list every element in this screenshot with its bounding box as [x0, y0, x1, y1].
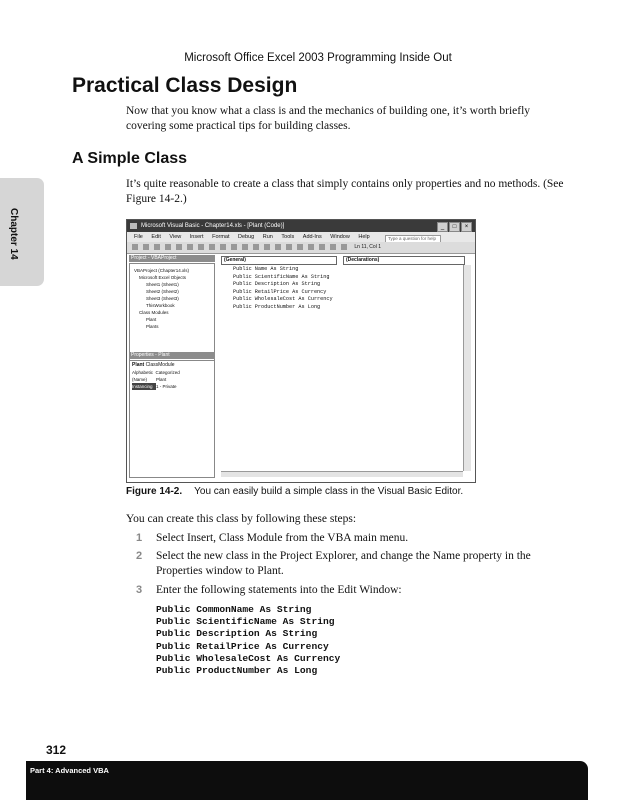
toolbar-icon: [143, 244, 149, 250]
section-title: Practical Class Design: [72, 74, 298, 97]
property-name: (Name): [132, 377, 148, 382]
code-line: Public RetailPrice As Currency: [233, 288, 327, 295]
toolbar-icon: [176, 244, 182, 250]
chapter-tab-label: Chapter 14: [8, 208, 19, 260]
step-number: 3: [136, 584, 143, 596]
step-text: Select Insert, Class Module from the VBA main menu.: [156, 532, 409, 544]
step-text: Enter the following statements into the Edit Window:: [156, 584, 402, 596]
properties-object-row: [130, 361, 214, 369]
toolbar-icon: [308, 244, 314, 250]
properties-object: Plant: [132, 362, 145, 368]
menu-help: Help: [358, 234, 370, 240]
code-line: Public Name As String: [233, 266, 299, 272]
toolbar-icon: [330, 244, 336, 250]
vbe-window-title: Microsoft Visual Basic - Chapter14.xls - [Plant (Code)]: [141, 223, 285, 229]
tree-node: Plant: [146, 317, 157, 322]
project-tree: [130, 264, 214, 330]
object-dropdown: (General): [221, 256, 337, 265]
tree-node: Microsoft Excel Objects: [139, 275, 187, 280]
code-block-line: Public CommonName As String: [156, 604, 312, 615]
project-explorer: [129, 263, 215, 365]
properties-tabs: [130, 369, 214, 376]
toolbar-icon: [319, 244, 325, 250]
code-window: [233, 266, 333, 311]
page-number: 312: [46, 743, 67, 757]
toolbar-icon: [264, 244, 270, 250]
tree-node: ThisWorkbook: [146, 303, 175, 308]
code-block-line: Public WholesaleCost As Currency: [156, 652, 341, 664]
menu-addins: Add-Ins: [302, 234, 322, 240]
menu-tools: Tools: [281, 234, 295, 240]
properties-row: [130, 383, 214, 390]
tree-node: Plants: [146, 324, 159, 329]
step-number: 2: [136, 550, 143, 562]
toolbar-icon: [220, 244, 226, 250]
menu-window: Window: [330, 234, 350, 240]
toolbar-icon: [275, 244, 281, 250]
caption-text: You can easily build a simple class in the Visual Basic Editor.: [194, 486, 464, 497]
toolbar-icon: [286, 244, 292, 250]
property-value: 1 - Private: [156, 384, 177, 389]
chapter-tab: [0, 178, 44, 286]
paragraph-2: It’s quite reasonable to create a class that simply contains only properties and no methods. (See Figure 14-2.): [126, 178, 564, 205]
menu-format: Format: [212, 234, 230, 240]
vbe-app-icon: [130, 223, 137, 229]
help-search-box: Type a question for help: [385, 235, 441, 243]
code-line: Public ProductNumber As Long: [233, 303, 321, 310]
code-block-line: Public Description As String: [156, 628, 318, 640]
toolbar-icon: [132, 244, 138, 250]
tree-node: Sheet3 (Sheet3): [146, 296, 179, 301]
tree-node: Sheet2 (Sheet2): [146, 289, 179, 294]
toolbar-icon: [198, 244, 204, 250]
menu-file: File: [134, 234, 143, 240]
code-line: Public ScientificName As String: [233, 273, 330, 280]
code-block: [156, 604, 340, 677]
maximize-icon: □: [449, 222, 460, 232]
properties-type: ClassModule: [145, 362, 175, 368]
toolbar-icon: [242, 244, 248, 250]
toolbar-icon: [154, 244, 160, 250]
properties-row: [130, 376, 214, 383]
menu-view: View: [169, 234, 182, 240]
tree-node: Sheet1 (Sheet1): [146, 282, 179, 287]
code-block-line: Public RetailPrice As Currency: [156, 640, 329, 652]
menu-debug: Debug: [238, 234, 255, 240]
cursor-position: Ln 11, Col 1: [354, 244, 381, 250]
footer-text: Part 4: Advanced VBA: [30, 766, 109, 775]
code-block-line: Public ProductNumber As Long: [156, 665, 318, 677]
procedure-dropdown: (Declarations): [343, 256, 465, 265]
step-text: Select the new class in the Project Explorer, and change the Name property in the Properties window to Plant.: [156, 550, 531, 577]
intro-paragraph: Now that you know what a class is and the mechanics of building one, it’s worth briefly covering some practical tips for building classes.: [126, 105, 531, 132]
properties-window: [129, 360, 215, 478]
running-head: Microsoft Office Excel 2003 Programming Inside Out: [184, 52, 452, 64]
tab-alphabetic: Alphabetic: [132, 370, 154, 375]
footer-bar: [26, 761, 588, 800]
property-name: Instancing: [132, 383, 156, 390]
figure-caption: [126, 486, 463, 497]
code-line: Public Description As String: [233, 281, 321, 287]
vbe-screenshot: [126, 219, 476, 483]
tab-categorized: Categorized: [155, 370, 180, 375]
property-value: Plant: [156, 377, 167, 382]
caption-label: Figure 14-2.: [126, 486, 183, 497]
toolbar-icon: [297, 244, 303, 250]
menu-edit: Edit: [151, 234, 161, 240]
project-pane-title: Project - VBAProject: [129, 255, 215, 262]
vbe-titlebar: [127, 220, 475, 232]
code-block-line: Public ScientificName As String: [156, 616, 335, 628]
toolbar-icon: [253, 244, 259, 250]
toolbar-icon: [341, 244, 347, 250]
code-line: Public WholesaleCost As Currency: [233, 296, 333, 302]
menu-run: Run: [262, 234, 273, 240]
properties-pane-title: Properties - Plant: [129, 352, 215, 359]
close-icon: ×: [461, 222, 472, 232]
paragraph-3: You can create this class by following these steps:: [126, 513, 357, 525]
toolbar-icon: [165, 244, 171, 250]
toolbar-icon: [209, 244, 215, 250]
minimize-icon: _: [437, 222, 448, 232]
toolbar-icon: [187, 244, 193, 250]
vbe-toolbar: [127, 242, 475, 254]
menu-insert: Insert: [189, 234, 204, 240]
code-vertical-scrollbar: [463, 265, 471, 471]
tree-node: VBAProject (Chapter14.xls): [134, 268, 190, 273]
subsection-title: A Simple Class: [72, 150, 188, 167]
step-number: 1: [136, 532, 143, 544]
code-horizontal-scrollbar: [221, 471, 463, 477]
toolbar-icon: [231, 244, 237, 250]
tree-node: Class Modules: [139, 310, 169, 315]
